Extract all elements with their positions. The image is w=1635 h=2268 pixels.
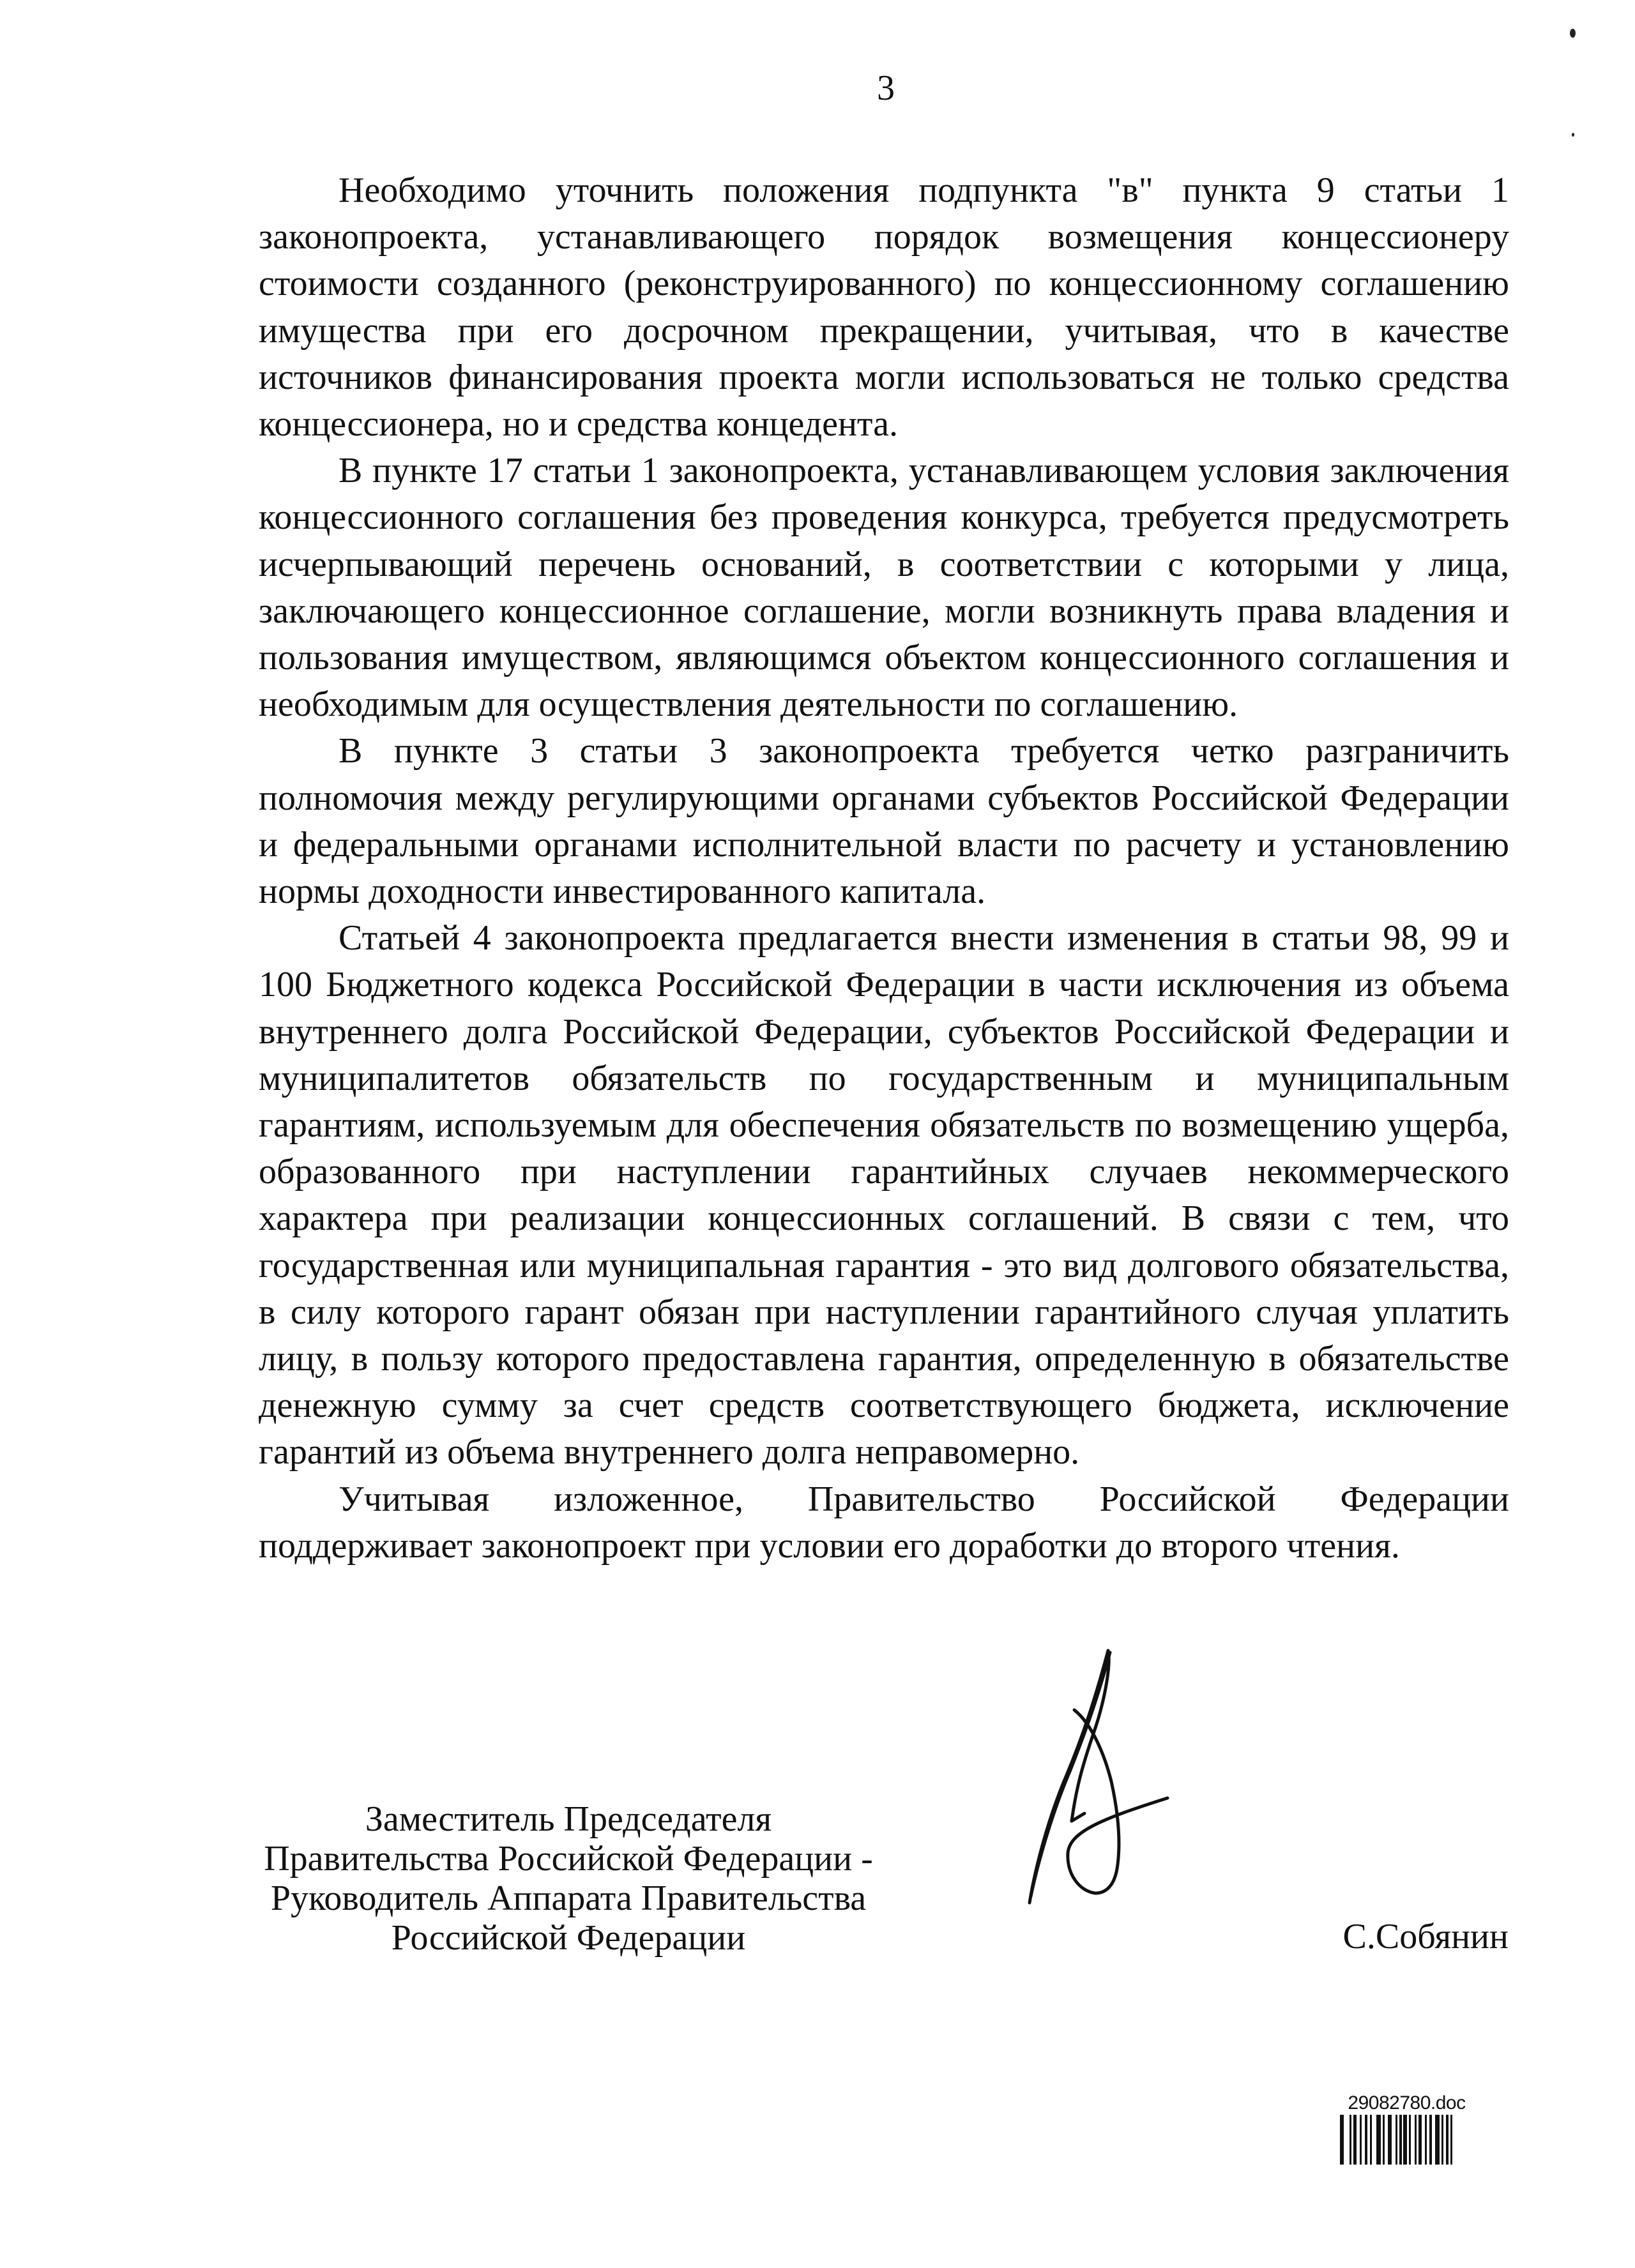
signatory-title-line: Заместитель Председателя — [365, 1799, 772, 1839]
paragraph-regulatory-powers: В пункте 3 статьи 3 законопроекта требуется четко разграничить полномочия между регулирующими органами субъектов Российской Федерации и федеральными органами исполнительной власти по расчету и установлению нормы доходности инвестированного капитала. — [259, 731, 1509, 912]
signatory-title-line: Руководитель Аппарата Правительства — [270, 1879, 867, 1918]
paragraph-budget-code-amendments: Статьей 4 законопроекта предлагается внести изменения в статьи 98, 99 и 100 Бюджетного кодекса Российской Федерации в части исключения из объема внутреннего долга Российской Федерации, субъектов Российской Федерации и муниципалитетов обязательств по государственным и муниципальным гарантиям, используемым для обеспечения обязательств по возмещению ущерба, образованного при наступлении гарантийных случаев некоммерческого характера при реализации концессионных соглашений. В связи с тем, что государственная или муниципальная гарантия - это вид долгового обязательства, в силу которого гарант обязан при наступлении гарантийного случая уплатить лицу, в пользу которого предоставлена гарантия, определенную в обязательстве денежную сумму за счет средств соответствующего бюджета, исключение гарантий из объема внутреннего долга неправомерно. — [259, 918, 1509, 1472]
document-id: 29082780.doc — [1348, 2092, 1466, 2113]
scan-speck — [1570, 29, 1576, 38]
page-number: 3 — [877, 68, 895, 108]
signatory-title — [246, 1799, 891, 1958]
paragraph-concession-compensation: Необходимо уточнить положения подпункта "в" пункта 9 статьи 1 законопроекта, устанавливающего порядок возмещения концессионеру стоимости созданного (реконструированного) по концессионному соглашению имущества при его досрочном прекращении, учитывая, что в качестве источников финансирования проекта могли использоваться не только средства концессионера, но и средства концедента. — [259, 170, 1509, 444]
signatory-title-line: Правительства Российской Федерации - — [264, 1839, 873, 1879]
document-body — [259, 167, 1509, 1569]
document-stamp — [1335, 2093, 1479, 2165]
signatory-title-line: Российской Федерации — [391, 1918, 746, 1958]
barcode-icon — [1335, 2115, 1479, 2165]
scan-speck — [1572, 133, 1574, 137]
signer-name: С.Собянин — [1342, 1917, 1509, 1956]
handwritten-signature-icon — [1022, 1628, 1341, 2139]
paragraph-conclusion: Учитывая изложенное, Правительство Российской Федерации поддерживает законопроект при условии его доработки до второго чтения. — [259, 1479, 1509, 1566]
paragraph-no-tender-conditions: В пункте 17 статьи 1 законопроекта, устанавливающем условия заключения концессионного соглашения без проведения конкурса, требуется предусмотреть исчерпывающий перечень оснований, в соответствии с которыми у лица, заключающего концессионное соглашение, могли возникнуть права владения и пользования имуществом, являющимся объектом концессионного соглашения и необходимым для осуществления деятельности по соглашению. — [259, 451, 1509, 725]
